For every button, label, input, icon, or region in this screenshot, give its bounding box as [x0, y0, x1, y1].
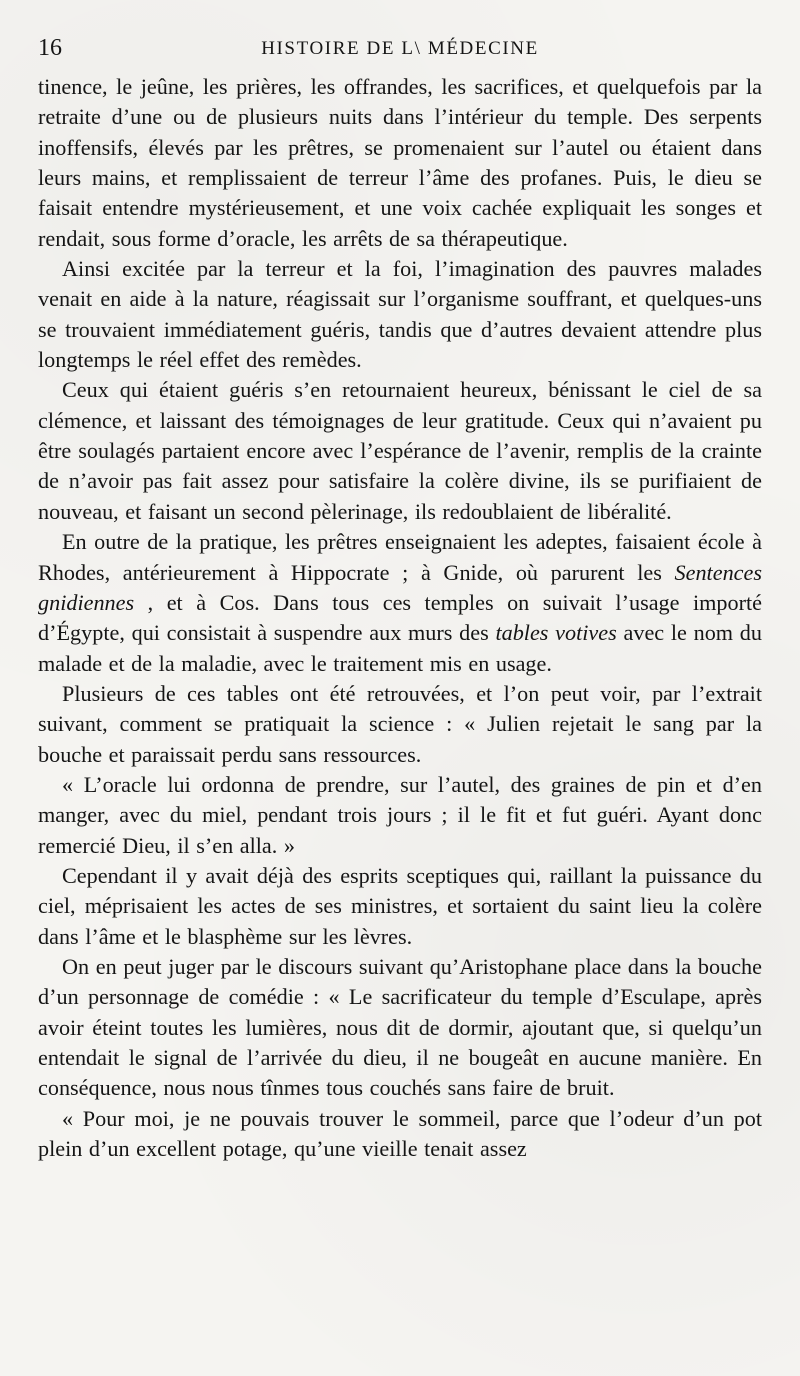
- paragraph-aristophanes: On en peut juger par le discours suivant qu’Aristophane place dans la bouche d’un personnage de comédie : « Le sacrificateur du temple d’Esculape, après avoir éteint toutes les lumières, nous dit de dormir, ajoutant que, si quelqu’un entendait le signal de l’arrivée du dieu, il ne bougeât en aucune manière. En conséquence, nous nous tînmes tous couchés sans faire de bruit.: [38, 953, 762, 1101]
- paragraph-sceptics: Cependant il y avait déjà des esprits sceptiques qui, raillant la puissance du ciel, méprisaient les actes de ses ministres, et sortaient du saint lieu la colère dans l’âme et le blasphème sur les lèvres.: [38, 862, 762, 949]
- page-body: [38, 72, 762, 1164]
- italic-title-sentences: Sentences gnidiennes: [38, 559, 762, 615]
- temple-schools-text-end: avec le nom du malade et de la maladie, avec le traitement mis en usage.: [38, 620, 762, 676]
- temple-schools-text-start: En outre de la pratique, les prêtres enseignaient les adeptes, faisaient école à Rhodes, antérieurement à Hippocrate ; à Gnide, où parurent les: [38, 529, 762, 585]
- italic-title-tables: tables votives: [495, 620, 617, 646]
- page-header: [38, 28, 762, 72]
- paragraph-imagination: Ainsi excitée par la terreur et la foi, l’imagination des pauvres malades venait en aide à la nature, réagissait sur l’organisme souffrant, et quelques-uns se trouvaient immédiatement guéris, tandis que d’autres devaient attendre plus longtemps le réel effet des remèdes.: [38, 256, 762, 373]
- paragraph-tables: Plusieurs de ces tables ont été retrouvées, et l’on peut voir, par l’extrait suivant, comment se pratiquait la science : « Julien rejetait le sang par la bouche et paraissait perdu sans ressources.: [38, 680, 762, 767]
- continued-paragraph: tinence, le jeûne, les prières, les offrandes, les sacrifices, et quelquefois par la retraite d’une ou de plusieurs nuits dans l’intérieur du temple. Des serpents inoffensifs, élevés par les prêtres, se promenaient sur l’autel ou étaient dans leurs mains, et remplissaient de terreur l’âme des profanes. Puis, le dieu se faisait entendre mystérieusement, et une voix cachée expliquait les songes et rendait, sous forme d’oracle, les arrêts de sa thérapeutique.: [38, 74, 762, 251]
- running-title: HISTOIRE DE L\ MÉDECINE: [261, 38, 539, 59]
- paragraph-healed: Ceux qui étaient guéris s’en retournaient heureux, bénissant le ciel de sa clémence, et laissant des témoignages de leur gratitude. Ceux qui n’avaient pu être soulagés partaient encore avec l’espérance de l’avenir, remplis de la crainte de n’avoir pas fait assez pour satisfaire la colère divine, ils se purifiaient de nouveau, et faisant un second pèlerinage, ils redoublaient de libéralité.: [38, 377, 762, 524]
- paragraph-final-quote: « Pour moi, je ne pouvais trouver le sommeil, parce que l’odeur d’un pot plein d’un excellent potage, qu’une vieille tenait assez: [38, 1105, 762, 1162]
- temple-schools-text-middle: , et à Cos. Dans tous ces temples on suivait l’usage importé d’Égypte, qui consistait à suspendre aux murs des: [38, 589, 763, 646]
- paragraph-oracle-quote: « L’oracle lui ordonna de prendre, sur l’autel, des graines de pin et d’en manger, avec du miel, pendant trois jours ; il le fit et fut guéri. Ayant donc remercié Dieu, il s’en alla. »: [38, 771, 762, 858]
- paragraph-temple-schools: [38, 527, 762, 679]
- page-number: 16: [38, 35, 62, 61]
